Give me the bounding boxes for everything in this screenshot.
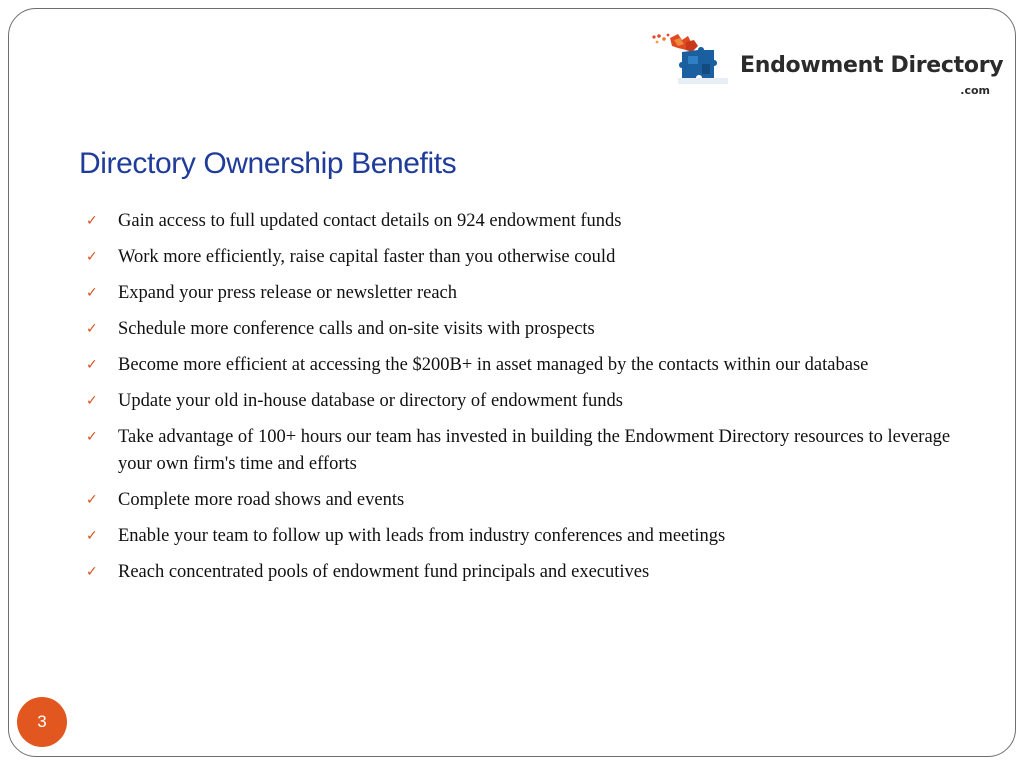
- list-item: [86, 559, 966, 586]
- list-item: [86, 487, 966, 514]
- list-item: [86, 352, 966, 379]
- puzzle-pieces-logo-icon: [648, 28, 732, 92]
- page-number-badge: 3: [17, 697, 67, 747]
- check-mark-icon: ✓: [86, 357, 98, 373]
- list-item-text: Work more efficiently, raise capital faster than you otherwise could: [118, 247, 616, 267]
- check-mark-icon: ✓: [86, 492, 98, 508]
- slide-title: Directory Ownership Benefits: [79, 147, 457, 180]
- logo-name: Endowment Directory: [740, 53, 1004, 78]
- list-item-text: Enable your team to follow up with leads from industry conferences and meetings: [118, 526, 726, 546]
- list-item-text: Update your old in-house database or directory of endowment funds: [118, 391, 624, 411]
- list-item: [86, 208, 966, 235]
- list-item-text: Take advantage of 100+ hours our team has invested in building the Endowment Directory resources to leverage your own firm's time and efforts: [118, 427, 951, 474]
- list-item: [86, 523, 966, 550]
- check-mark-icon: ✓: [86, 285, 98, 301]
- check-mark-icon: ✓: [86, 249, 98, 265]
- list-item: [86, 388, 966, 415]
- list-item: [86, 424, 966, 478]
- logo-domain-suffix: .com: [960, 84, 990, 97]
- endowment-directory-logo: [648, 28, 1004, 100]
- check-mark-icon: ✓: [86, 321, 98, 337]
- check-mark-icon: ✓: [86, 564, 98, 580]
- list-item: [86, 280, 966, 307]
- list-item-text: Become more efficient at accessing the $200B+ in asset managed by the contacts within our database: [118, 355, 869, 375]
- benefits-list: [86, 208, 966, 595]
- list-item: [86, 316, 966, 343]
- check-mark-icon: ✓: [86, 429, 98, 445]
- list-item-text: Expand your press release or newsletter reach: [118, 283, 458, 303]
- check-mark-icon: ✓: [86, 213, 98, 229]
- list-item-text: Schedule more conference calls and on-site visits with prospects: [118, 319, 595, 339]
- list-item: [86, 244, 966, 271]
- list-item-text: Reach concentrated pools of endowment fund principals and executives: [118, 562, 650, 582]
- list-item-text: Complete more road shows and events: [118, 490, 405, 510]
- check-mark-icon: ✓: [86, 528, 98, 544]
- list-item-text: Gain access to full updated contact details on 924 endowment funds: [118, 211, 622, 231]
- check-mark-icon: ✓: [86, 393, 98, 409]
